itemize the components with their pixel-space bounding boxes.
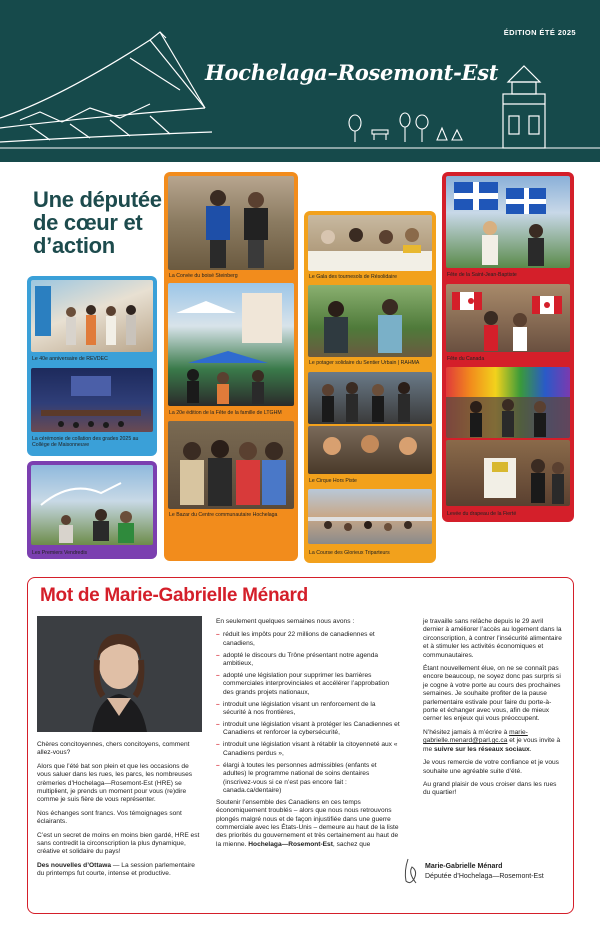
caption-potager: Le potager solidaire du Sentier Urbain | RAHMA — [309, 360, 420, 366]
photo-saint-jean — [446, 176, 570, 268]
photo-fete-famille — [168, 283, 294, 406]
caption-premiers-vendredis: Les Premiers Vendredis — [32, 550, 88, 556]
signature-name: Marie-Gabrielle Ménard — [425, 863, 503, 870]
message-paragraph: Soutenir l’ensemble des Canadiens en ces temps économiquement troublés – alors que nous nous retrouvons plongés malgré nous et de façon injustifiée dans une guerre commerciale avec les États-Unis – demeure au haut de la liste des priorités du gouvernement et très certainement au haut de la mienne. Hochelaga—Rosemont-Est, sachez que — [216, 798, 399, 848]
photo-drapeau-fierte-2 — [446, 440, 570, 506]
message-paragraph: Je vous remercie de votre confiance et je vous souhaite une agréable suite d’été. — [423, 759, 559, 775]
message-column-2 — [216, 618, 400, 854]
message-paragraph: N’hésitez jamais à m’écrire à marie-gabrielle.menard@parl.gc.ca et je vous invite à me suivre sur les réseaux sociaux. — [423, 728, 561, 753]
message-paragraph: je travaille sans relâche depuis le 29 avril dernier à améliorer l’accès au logement dans la circonscription, à contrer l’insécurité alimentaire et à stimuler les activités économiques et communautaires. — [423, 618, 562, 659]
caption-course: La Course des Glorieux Triparteurs — [309, 550, 390, 556]
market-tower-icon — [503, 66, 545, 148]
message-column-1 — [37, 741, 203, 884]
newsletter-title: Hochelaga–Rosemont-Est — [205, 60, 499, 85]
caption-revdec: Le 40e anniversaire de REVDEC — [32, 356, 108, 362]
photo-corvee — [168, 176, 294, 270]
signature-role: Députée d’Hochelaga—Rosemont-Est — [425, 873, 544, 880]
caption-saint-jean: Fête de la Saint-Jean-Baptiste — [447, 272, 517, 278]
social-media-link[interactable]: suivre sur les réseaux sociaux — [434, 745, 530, 753]
message-title: Mot de Marie-Gabrielle Ménard — [40, 585, 308, 606]
photo-drapeau-fierte-1 — [446, 367, 570, 438]
section-heading: Une députée de cœur et d’action — [33, 187, 162, 258]
photo-premiers-vendredis — [31, 465, 153, 545]
caption-bazar: Le Bazar du Centre communautaire Hochelaga — [169, 512, 278, 518]
message-greeting: Chères concitoyennes, chers concitoyens, comment allez-vous? — [37, 741, 190, 757]
portrait-photo — [37, 616, 202, 732]
list-item: – introduit une législation visant à protéger les Canadiennes et Canadiens et renforcer la cybersécurité, — [216, 721, 400, 738]
message-intro: En seulement quelques semaines nous avons : — [216, 618, 355, 625]
photo-collation — [31, 368, 153, 432]
park-icon — [349, 113, 462, 142]
ottawa-news-heading: Des nouvelles d’Ottawa — [37, 861, 112, 869]
photo-cirque-2 — [308, 426, 432, 474]
list-item: – adopté une législation pour supprimer les barrières commerciales interprovinciales et accélérer l’approbation des grands projets nationaux, — [216, 672, 400, 697]
signature-mark-icon — [402, 857, 424, 887]
caption-collation: La cérémonie de collation des grades 2025 au Collège de Maisonneuve — [32, 436, 139, 448]
photo-bazar — [168, 421, 294, 509]
message-paragraph: C’est un secret de moins en moins bien gardé, HRE est sans contredit la circonscription la plus dynamique, créative et solidaire du pays! — [37, 831, 200, 856]
photo-gala — [308, 215, 432, 271]
list-item: – adopté le discours du Trône présentant notre agenda ambitieux, — [216, 652, 400, 669]
photo-course — [308, 489, 432, 544]
message-paragraph: Étant nouvellement élue, on ne se connaît pas encore beaucoup, ne soyez donc pas surpris si je cogne à votre porte au cours des prochaines semaines. Je souhaite profiter de la pause parlementaire estivale pour faire du porte-à-porte et échanger avec vous, afin de mieux cerner les enjeux qui vous préoccupent. — [423, 665, 561, 723]
photo-cirque-1 — [308, 372, 432, 424]
edition-label: ÉDITION ÉTÉ 2025 — [503, 28, 576, 37]
list-item: – élargi à toutes les personnes admissibles (enfants et adultes) le programme national de soins dentaires (inscrivez-vous si ce n’est pas encore fait : canada.ca/dentaire) — [216, 762, 400, 796]
message-paragraph: Alors que l’été bat son plein et que les occasions de vous saluer dans les rues, les parcs, les nombreuses crèmeries d’Hochelaga—Rosemont-Est (HRE) se multiplient, je prends un moment pour vous (re)dire comme je suis fière de vous représenter. — [37, 762, 193, 804]
message-paragraph: Des nouvelles d’Ottawa — La session parlementaire du printemps fut courte, intense et productive. — [37, 861, 195, 878]
message-column-3 — [423, 618, 565, 803]
caption-corvee: La Corvée du boisé Steinberg — [169, 273, 238, 279]
list-item: – introduit une législation visant à rétablir la citoyenneté aux « Canadiens perdus », — [216, 741, 400, 758]
message-paragraph: Nos échanges sont francs. Vos témoignages sont éclairants. — [37, 809, 182, 826]
masthead — [0, 0, 600, 162]
email-link[interactable]: marie-gabrielle.menard@parl.gc.ca — [423, 728, 528, 745]
olympic-stadium-icon — [0, 32, 212, 142]
photo-fete-canada — [446, 284, 570, 352]
caption-fete-canada: Fête du Canada — [447, 356, 485, 362]
message-paragraph: Au grand plaisir de vous croiser dans les rues du quartier! — [423, 780, 557, 797]
caption-gala: Le Gala des tournesols de Résolidaire — [309, 274, 397, 280]
list-item: – réduit les impôts pour 22 millions de canadiennes et canadiens, — [216, 631, 400, 648]
list-item: – introduit une législation visant un renforcement de la sécurité à nos frontières, — [216, 701, 400, 718]
caption-cirque: Le Cirque Hors Piste — [309, 478, 357, 484]
photo-revdec — [31, 280, 153, 352]
caption-drapeau-fierte: Levée du drapeau de la Fierté — [447, 511, 517, 517]
caption-fete-famille: La 20e édition de la Fête de la famille de LTGHM — [169, 410, 282, 416]
photo-potager — [308, 285, 432, 357]
